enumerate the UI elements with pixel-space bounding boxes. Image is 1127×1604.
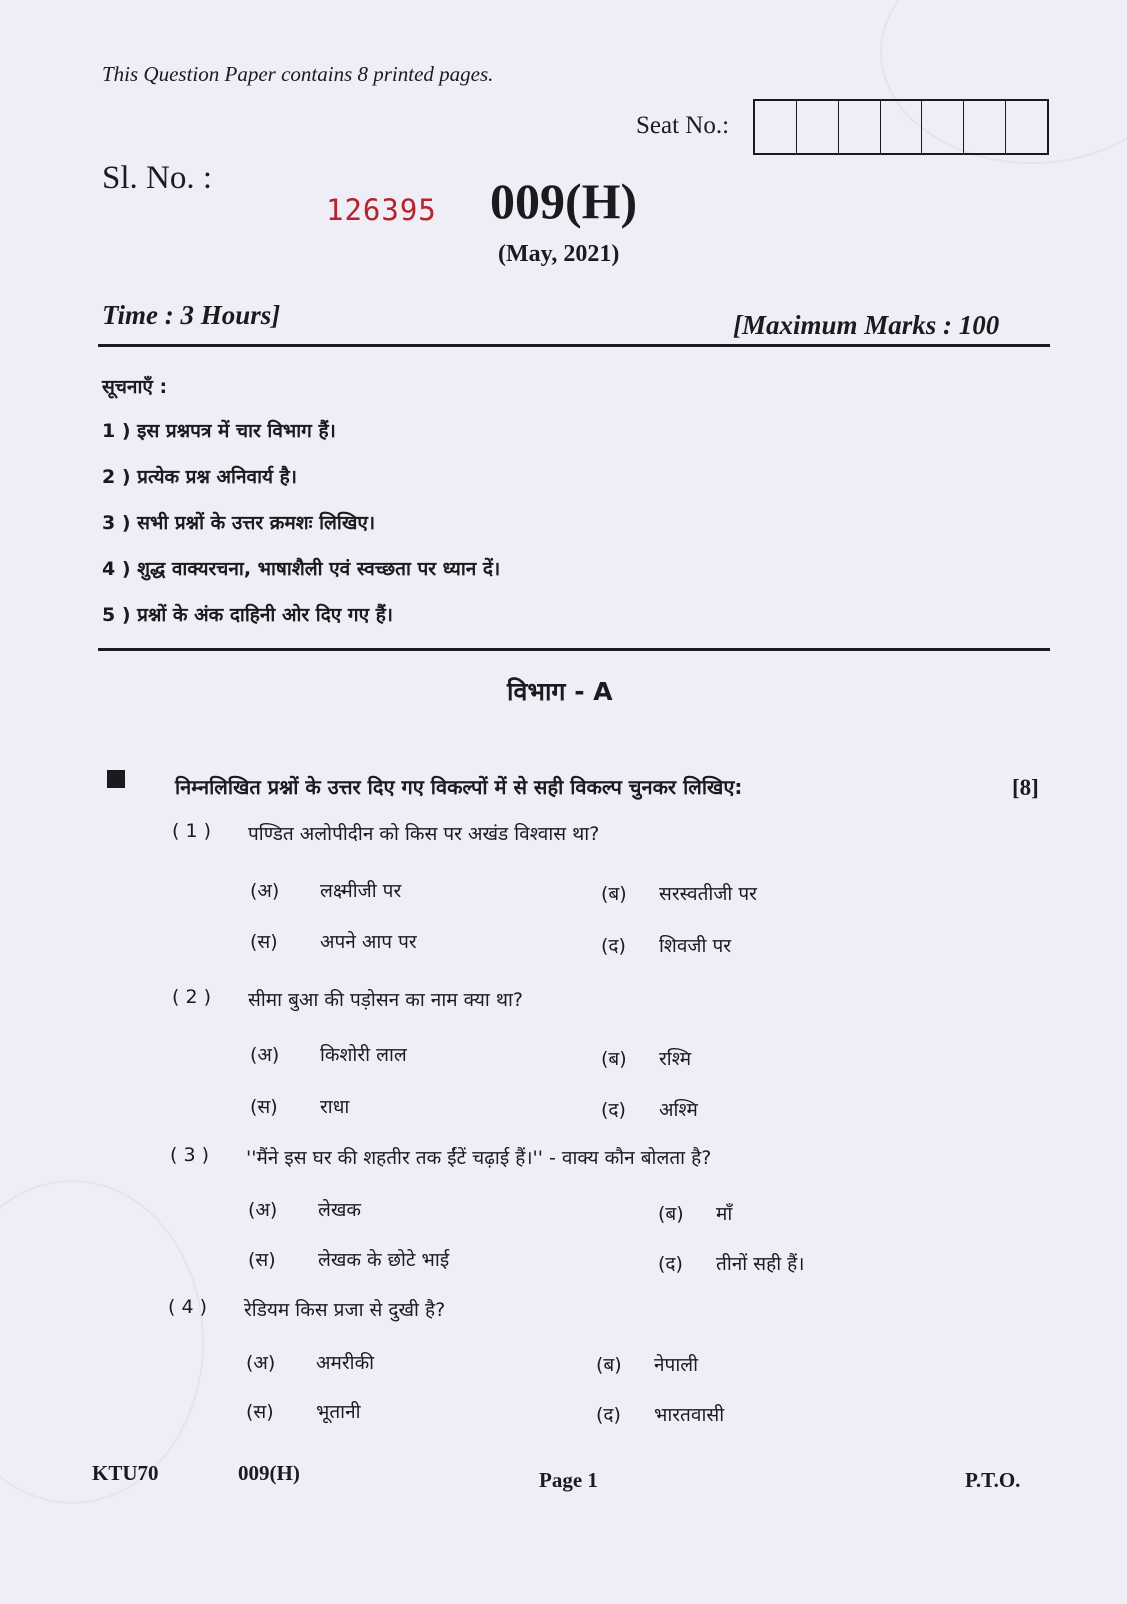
option-text: लेखक [318, 1199, 362, 1221]
seat-digit-box[interactable] [964, 101, 1006, 153]
question-text: सीमा बुआ की पड़ोसन का नाम क्या था? [248, 989, 523, 1011]
option-label: (द) [658, 1253, 683, 1275]
option [246, 1398, 361, 1424]
option-label: (अ) [250, 1044, 280, 1066]
option-label: (स) [246, 1401, 274, 1423]
option [250, 928, 417, 954]
option [596, 1351, 698, 1377]
serial-number-stamp: 126395 [326, 193, 437, 227]
option [658, 1250, 804, 1276]
option [601, 932, 731, 958]
option-label: (अ) [250, 880, 280, 902]
option-text: अमरीकी [316, 1352, 375, 1374]
question-number: ( 1 ) [172, 820, 211, 842]
header-divider [98, 344, 1050, 347]
paper-crease-shadow [0, 1180, 204, 1504]
option [601, 1096, 698, 1122]
option-text: किशोरी लाल [320, 1044, 407, 1066]
section-title: विभाग - A [507, 677, 613, 706]
instruction-item: 3 ) सभी प्रश्नों के उत्तर क्रमशः लिखिए। [102, 512, 376, 534]
option-label: (स) [250, 931, 278, 953]
option-label: (स) [248, 1249, 276, 1271]
seat-number-label: Seat No.: [636, 112, 730, 139]
page-count-note: This Question Paper contains 8 printed pages. [102, 62, 494, 86]
option [248, 1246, 449, 1272]
option [250, 1093, 349, 1119]
option-label: (स) [250, 1096, 278, 1118]
option-label: (ब) [601, 1048, 627, 1070]
option-label: (ब) [596, 1354, 622, 1376]
option-label: (द) [601, 1099, 626, 1121]
option [250, 1041, 407, 1067]
seat-digit-box[interactable] [797, 101, 839, 153]
option [601, 1045, 691, 1071]
option-text: राधा [320, 1096, 350, 1118]
option-label: (द) [601, 935, 626, 957]
seat-digit-box[interactable] [1006, 101, 1047, 153]
footer-left-code: KTU70 [92, 1461, 159, 1485]
option [601, 880, 757, 906]
instruction-item: 1 ) इस प्रश्नपत्र में चार विभाग हैं। [102, 420, 336, 442]
seat-digit-box[interactable] [755, 101, 797, 153]
option-label: (द) [596, 1404, 621, 1426]
instructions-divider [98, 648, 1050, 651]
option-text: रश्मि [659, 1048, 692, 1070]
seat-digit-box[interactable] [839, 101, 881, 153]
option-label: (ब) [658, 1203, 684, 1225]
instruction-item: 2 ) प्रत्येक प्रश्न अनिवार्य है। [102, 466, 297, 488]
option-text: शिवजी पर [659, 935, 732, 957]
instruction-item: 5 ) प्रश्नों के अंक दाहिनी ओर दिए गए हैं। [102, 604, 394, 626]
exam-date: (May, 2021) [498, 241, 620, 267]
option-label: (अ) [246, 1352, 276, 1374]
question-instruction: निम्नलिखित प्रश्नों के उत्तर दिए गए विकल्पों में से सही विकल्प चुनकर लिखिए: [175, 775, 743, 799]
serial-number-label: Sl. No. : [102, 160, 213, 196]
seat-digit-box[interactable] [881, 101, 923, 153]
question-text: ''मैंने इस घर की शहतीर तक ईंटें चढ़ाई हैं।'' - वाक्य कौन बोलता है? [246, 1147, 712, 1169]
question-number: ( 2 ) [172, 986, 211, 1008]
footer-paper-code: 009(H) [238, 1461, 300, 1485]
option-text: तीनों सही हैं। [716, 1253, 805, 1275]
option [250, 877, 401, 903]
option-text: लक्ष्मीजी पर [320, 880, 402, 902]
question-text: पण्डित अलोपीदीन को किस पर अखंड विश्वास था? [248, 823, 600, 845]
option-text: माँ [716, 1203, 733, 1225]
bullet-square-icon [107, 770, 125, 788]
paper-code: 009(H) [490, 173, 638, 229]
option-label: (ब) [601, 883, 627, 905]
maximum-marks: [Maximum Marks : 100 [733, 310, 1000, 340]
option-text: भारतवासी [654, 1404, 725, 1426]
option-text: लेखक के छोटे भाई [318, 1249, 450, 1271]
instruction-item: 4 ) शुद्ध वाक्यरचना, भाषाशैली एवं स्वच्छता पर ध्यान दें। [102, 558, 501, 580]
question-number: ( 3 ) [170, 1144, 209, 1166]
option-text: नेपाली [654, 1354, 699, 1376]
exam-duration: Time : 3 Hours] [102, 300, 281, 330]
option [248, 1196, 361, 1222]
footer-pto: P.T.O. [965, 1468, 1021, 1492]
question-marks: [8] [1012, 775, 1039, 800]
option-label: (अ) [248, 1199, 278, 1221]
option [246, 1349, 374, 1375]
option [658, 1200, 732, 1226]
seat-digit-box[interactable] [922, 101, 964, 153]
question-number: ( 4 ) [168, 1296, 207, 1318]
option [596, 1401, 724, 1427]
option-text: सरस्वतीजी पर [659, 883, 757, 905]
seat-number-boxes[interactable] [753, 99, 1049, 155]
footer-page-number: Page 1 [539, 1468, 598, 1492]
option-text: अपने आप पर [320, 931, 417, 953]
option-text: अश्मि [659, 1099, 698, 1121]
question-text: रेडियम किस प्रजा से दुखी है? [244, 1299, 446, 1321]
instructions-title: सूचनाएँ : [102, 376, 168, 398]
option-text: भूतानी [316, 1401, 361, 1423]
